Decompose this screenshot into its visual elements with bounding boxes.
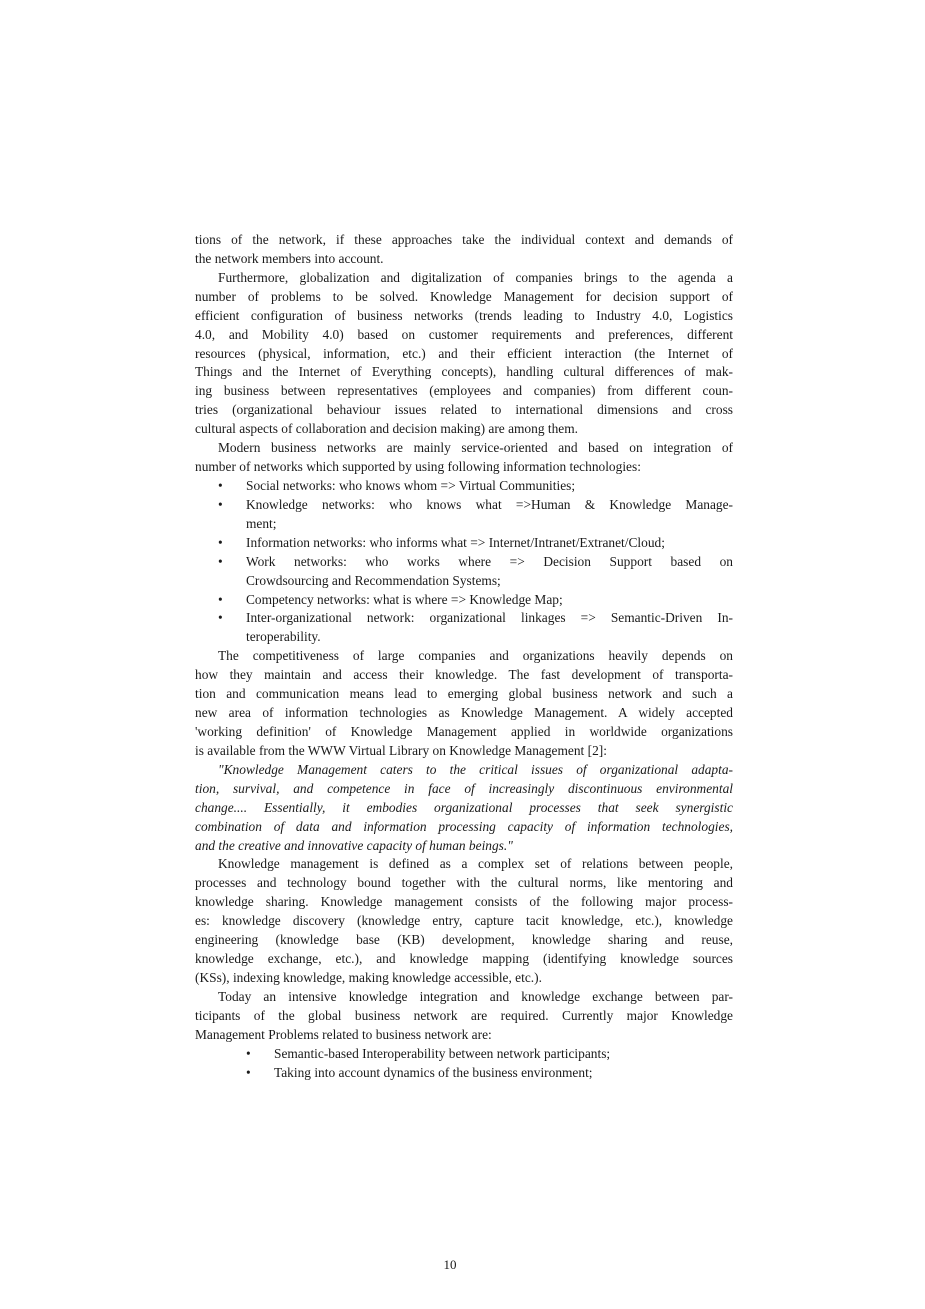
bullet-icon: • [218,477,223,493]
text-line: resources (physical, information, etc.) and their efficient interaction (the Internet of [195,345,733,361]
text-line: Competency networks: what is where => Knowledge Map; [246,591,563,607]
paragraph [195,269,733,439]
bullet-item [195,1045,733,1064]
paragraph [195,231,733,269]
bullet-icon: • [218,591,223,607]
text-line: ing business between representatives (employees and companies) from different coun- [195,383,733,399]
text-line: efficient configuration of business networks (trends leading to Industry 4.0, Logistics [195,307,733,323]
bullet-icon: • [218,610,223,626]
text-line: how they maintain and access their knowledge. The fast development of transporta- [195,667,733,683]
text-line: Semantic-based Interoperability between network participants; [274,1045,611,1061]
text-line: number of problems to be solved. Knowledge Management for decision support of [195,288,733,304]
text-line: Information networks: who informs what => Internet/Intranet/Extranet/Cloud; [246,534,665,550]
text-line: Furthermore, globalization and digitalization of companies brings to the agenda a [218,269,733,285]
text-line: Knowledge networks: who knows what =>Human & Knowledge Manage- [246,496,733,512]
text-line: "Knowledge Management caters to the critical issues of organizational adapta- [218,761,733,777]
text-line: 4.0, and Mobility 4.0) based on customer requirements and preferences, different [195,326,733,342]
text-line: Things and the Internet of Everything concepts), handling cultural differences of mak- [195,364,733,380]
text-line: is available from the WWW Virtual Library on Knowledge Management [2]: [195,742,607,758]
text-line: processes and technology bound together with the cultural norms, like mentoring and [195,875,733,891]
text-line: knowledge sharing. Knowledge management consists of the following major process- [195,894,733,910]
bullet-item [195,1064,733,1083]
bullet-icon: • [246,1045,251,1061]
text-line: Management Problems related to business network are: [195,1026,492,1042]
text-line: number of networks which supported by using following information technologies: [195,459,641,475]
text-line: and the creative and innovative capacity of human beings." [195,837,513,853]
text-line: cultural aspects of collaboration and decision making) are among them. [195,421,578,437]
bullet-item [195,553,733,591]
paragraph [195,855,733,987]
text-line: (KSs), indexing knowledge, making knowledge accessible, etc.). [195,969,542,985]
bullet-item [195,534,733,553]
bullet-item [195,591,733,610]
text-line: 'working definition' of Knowledge Management applied in worldwide organizations [195,723,733,739]
paragraph [195,988,733,1045]
text-line: The competitiveness of large companies and organizations heavily depends on [218,648,733,664]
text-line: engineering (knowledge base (KB) development, knowledge sharing and reuse, [195,932,733,948]
bullet-icon: • [218,553,223,569]
text-line: ment; [246,515,277,531]
text-line: teroperability. [246,629,321,645]
block-quote [195,761,733,856]
text-line: tion, survival, and competence in face of increasingly discontinuous environmental [195,780,733,796]
bullet-item [195,477,733,496]
text-line: Taking into account dynamics of the business environment; [274,1064,593,1080]
page-number: 10 [443,1257,457,1272]
text-line: new area of information technologies as Knowledge Management. A widely accepted [195,705,733,721]
text-line: Work networks: who works where => Decision Support based on [246,553,733,569]
bullet-item [195,496,733,534]
text-line: Social networks: who knows whom => Virtual Communities; [246,477,576,493]
text-line: es: knowledge discovery (knowledge entry, capture tacit knowledge, etc.), knowledge [195,913,733,929]
text-line: tries (organizational behaviour issues related to international dimensions and cross [195,402,733,418]
text-line: combination of data and information processing capacity of information technologies, [195,818,733,834]
paragraph [195,439,733,477]
text-line: knowledge exchange, etc.), and knowledge mapping (identifying knowledge sources [195,951,733,967]
text-line: tions of the network, if these approaches take the individual context and demands of [195,232,733,247]
text-line: Knowledge management is defined as a complex set of relations between people, [218,856,733,872]
text-line: ticipants of the global business network are required. Currently major Knowledge [195,1007,733,1023]
text-line: Modern business networks are mainly service-oriented and based on integration of [218,440,733,456]
text-line: change.... Essentially, it embodies organizational processes that seek synergistic [195,799,733,815]
paragraph [195,647,733,761]
bullet-icon: • [218,534,223,550]
text-line: the network members into account. [195,250,384,266]
document-body [195,231,733,1082]
text-line: Inter-organizational network: organizational linkages => Semantic-Driven In- [246,610,733,626]
text-line: Crowdsourcing and Recommendation Systems; [246,572,501,588]
bullet-icon: • [218,496,223,512]
text-line: tion and communication means lead to emerging global business network and such a [195,686,733,702]
bullet-icon: • [246,1064,251,1080]
bullet-item [195,609,733,647]
text-line: Today an intensive knowledge integration and knowledge exchange between par- [218,988,733,1004]
